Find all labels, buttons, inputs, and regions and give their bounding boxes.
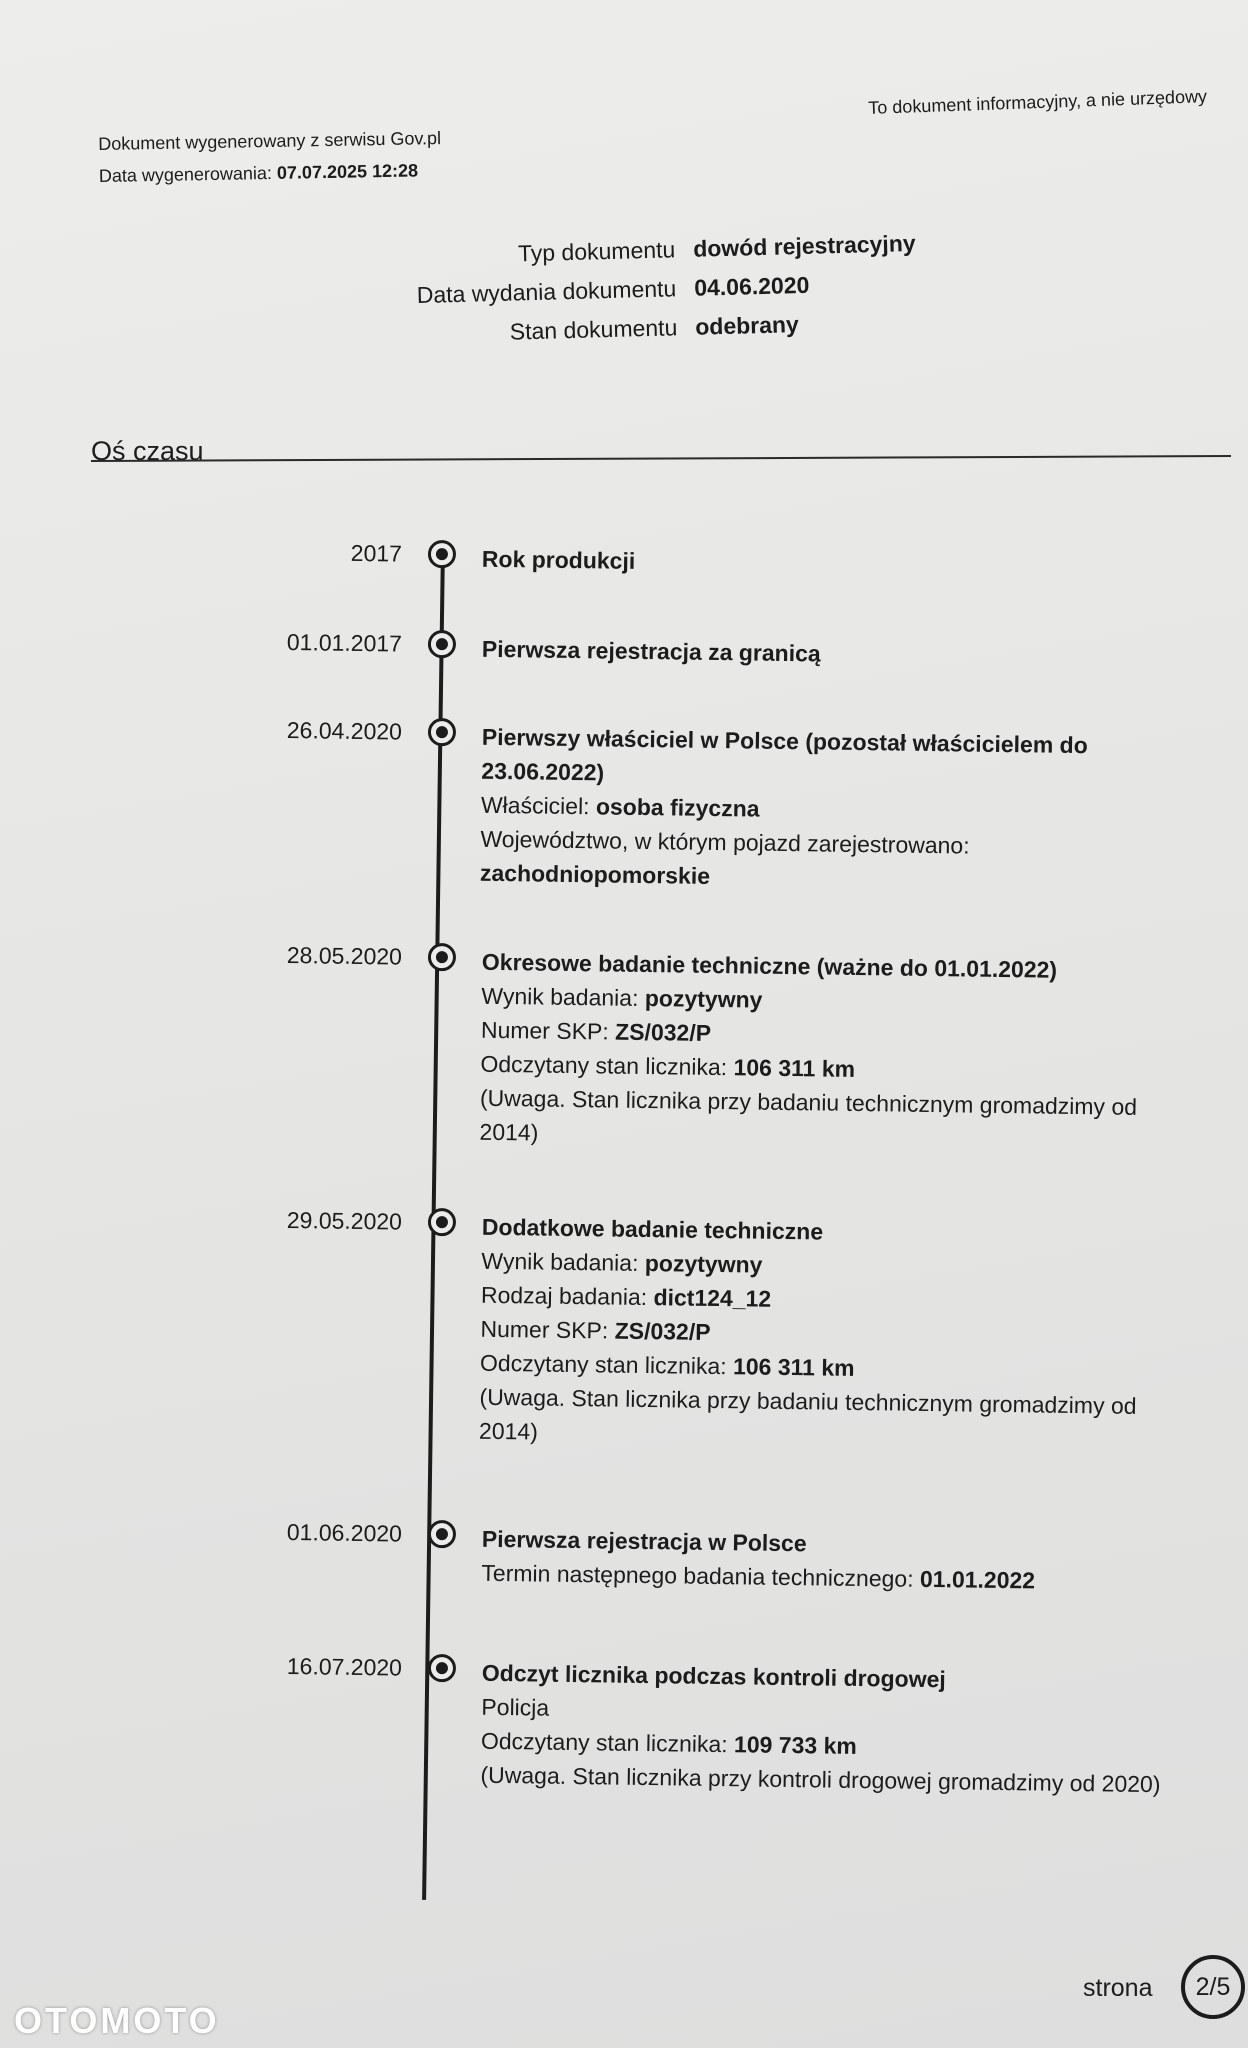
event-body <box>480 1656 1172 1802</box>
event-line: Numer SKP: ZS/032/P <box>480 1315 711 1345</box>
event-title: Pierwsza rejestracja w Polsce <box>481 1525 807 1557</box>
event-note: (Uwaga. Stan licznika przy badaniu technicznym gromadzimy od 2014) <box>478 1383 1137 1445</box>
event-body <box>479 945 1172 1159</box>
event-line: Wynik badania: pozytywny <box>481 1247 763 1278</box>
event-line: Policja <box>481 1693 550 1721</box>
timeline-event <box>0 942 1138 1146</box>
event-line: Województwo, w którym pojazd zarejestrowano: zachodniopomorskie <box>479 825 970 889</box>
event-title: Odczyt licznika podczas kontroli drogowej <box>481 1659 946 1693</box>
event-line: Numer SKP: ZS/032/P <box>480 1016 712 1046</box>
document-status-row: Stan dokumentu odebrany <box>509 311 800 345</box>
document-details <box>380 230 918 361</box>
timeline-dot-icon <box>428 630 456 658</box>
generated-from: Dokument wygenerowany z serwisu Gov.pl <box>98 128 442 154</box>
timeline-dot-icon <box>428 718 456 746</box>
timeline-event <box>0 539 980 574</box>
event-date: 29.05.2020 <box>286 1207 403 1235</box>
event-note: (Uwaga. Stan licznika przy badaniu technicznym gromadzimy od 2014) <box>479 1084 1138 1146</box>
event-date: 01.01.2017 <box>286 629 403 657</box>
event-line: Odczytany stan licznika: 106 311 km <box>480 1050 856 1082</box>
event-title: Rok produkcji <box>481 545 636 574</box>
timeline-dot-icon <box>428 1520 456 1548</box>
event-body <box>482 542 1172 586</box>
timeline-event <box>0 629 980 667</box>
timeline-event <box>0 717 1088 889</box>
event-line: Odczytany stan licznika: 106 311 km <box>479 1349 855 1381</box>
timeline-event <box>0 1207 1137 1445</box>
event-line: Termin następnego badania technicznego: 01.01.2022 <box>481 1559 1036 1594</box>
timeline-dot-icon <box>428 1654 456 1682</box>
event-line: Wynik badania: pozytywny <box>481 982 763 1013</box>
timeline-dot-icon <box>428 1208 456 1236</box>
event-title: Dodatkowe badanie techniczne <box>481 1213 824 1245</box>
event-date: 16.07.2020 <box>286 1653 403 1681</box>
event-line: Odczytany stan licznika: 109 733 km <box>480 1727 857 1759</box>
event-date: 2017 <box>350 539 403 567</box>
event-line: Rodzaj badania: dict124_12 <box>480 1281 772 1312</box>
page-label: strona <box>1083 1974 1153 2002</box>
event-title: Pierwszy właściciel w Polsce (pozostał właścicielem do 23.06.2022) <box>481 723 1088 786</box>
timeline-event <box>0 1519 1036 1594</box>
event-body <box>481 1522 1172 1600</box>
generated-date: Data wygenerowania: 07.07.2025 12:28 <box>98 160 419 186</box>
event-date: 26.04.2020 <box>286 717 403 745</box>
timeline-dot-icon <box>428 540 456 568</box>
event-title: Okresowe badanie techniczne (ważne do 01.01.2022) <box>481 948 1058 983</box>
timeline-dot-icon <box>428 943 456 971</box>
event-body <box>482 632 1172 676</box>
event-body <box>479 1210 1172 1458</box>
otomoto-watermark: OTOMOTO <box>14 2000 220 2041</box>
event-line: Właściciel: osoba fizyczna <box>480 791 760 822</box>
document-issue-date-row: Data wydania dokumentu 04.06.2020 <box>416 271 810 309</box>
event-note: (Uwaga. Stan licznika przy kontroli drogowej gromadzimy od 2020) <box>480 1761 1161 1798</box>
informational-notice: To dokument informacyjny, a nie urzędowy <box>868 86 1208 118</box>
event-title: Pierwsza rejestracja za granicą <box>481 635 821 667</box>
event-date: 28.05.2020 <box>286 942 403 970</box>
page-number-badge: 2/5 <box>1181 1955 1245 2019</box>
timeline-event <box>0 1653 1161 1798</box>
document-type-row: Typ dokumentu dowód rejestracyjny <box>517 229 916 267</box>
event-body <box>480 720 1172 900</box>
section-divider <box>91 455 1231 462</box>
event-date: 01.06.2020 <box>286 1519 403 1547</box>
timeline-title: Oś czasu <box>91 436 204 466</box>
generation-info <box>98 122 442 192</box>
